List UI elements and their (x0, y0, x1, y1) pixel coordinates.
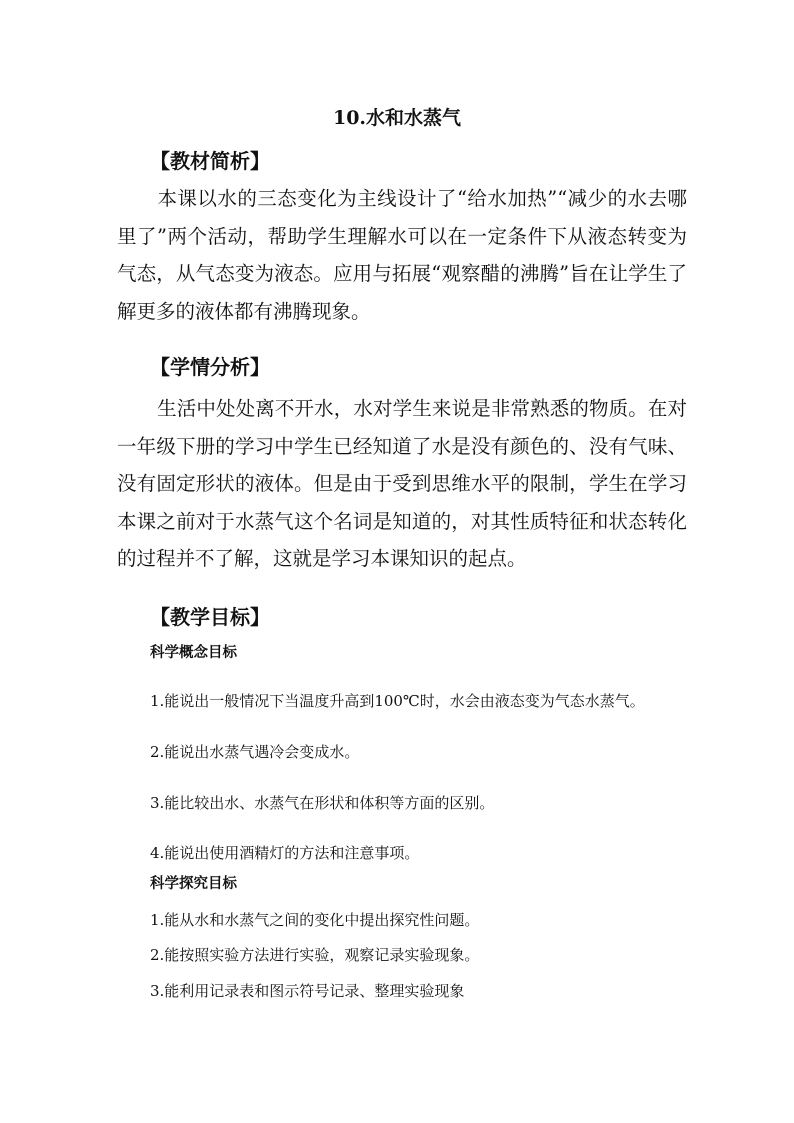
concept-goal-item: 1.能说出一般情况下当温度升高到100℃时，水会由液态变为气态水蒸气。 (150, 692, 645, 710)
section-heading-textbook-analysis: 【教材简析】 (150, 149, 270, 173)
learner-analysis-text: 生活中处处离不开水，水对学生来说是非常熟悉的物质。在对一年级下册的学习中学生已经知道了水是没有颜色的、没有气味、没有固定形状的液体。但是由于受到思维水平的限制，学生在学习本课之前对于水蒸气这个名词是知道的，对其性质特征和状态转化的过程并不了解，这就是学习本课知识的起点。 (117, 397, 687, 570)
inquiry-goals-heading: 科学探究目标 (150, 875, 237, 892)
concept-goal-item: 3.能比较出水、水蒸气在形状和体积等方面的区别。 (150, 794, 495, 812)
inquiry-goal-item: 3.能利用记录表和图示符号记录、整理实验现象 (150, 982, 465, 1000)
inquiry-goal-item: 1.能从水和水蒸气之间的变化中提出探究性问题。 (150, 911, 480, 929)
concept-goal-item: 2.能说出水蒸气遇冷会变成水。 (150, 743, 360, 761)
concept-goal-item: 4.能说出使用酒精灯的方法和注意事项。 (150, 844, 420, 862)
document-title: 10.水和水蒸气 (332, 107, 462, 129)
learner-analysis-paragraph (117, 390, 687, 578)
textbook-analysis-text: 本课以水的三态变化为主线设计了“给水加热”“减少的水去哪里了”两个活动，帮助学生理解水可以在一定条件下从液态转变为气态，从气态变为液态。应用与拓展“观察醋的沸腾”旨在让学生了解更多的液体都有沸腾现象。 (117, 187, 687, 323)
section-heading-learner-analysis: 【学情分析】 (150, 355, 270, 379)
inquiry-goal-item: 2.能按照实验方法进行实验，观察记录实验现象。 (150, 946, 480, 964)
textbook-analysis-paragraph (117, 180, 687, 330)
concept-goals-heading: 科学概念目标 (150, 644, 237, 661)
section-heading-teaching-goals: 【教学目标】 (150, 605, 270, 629)
